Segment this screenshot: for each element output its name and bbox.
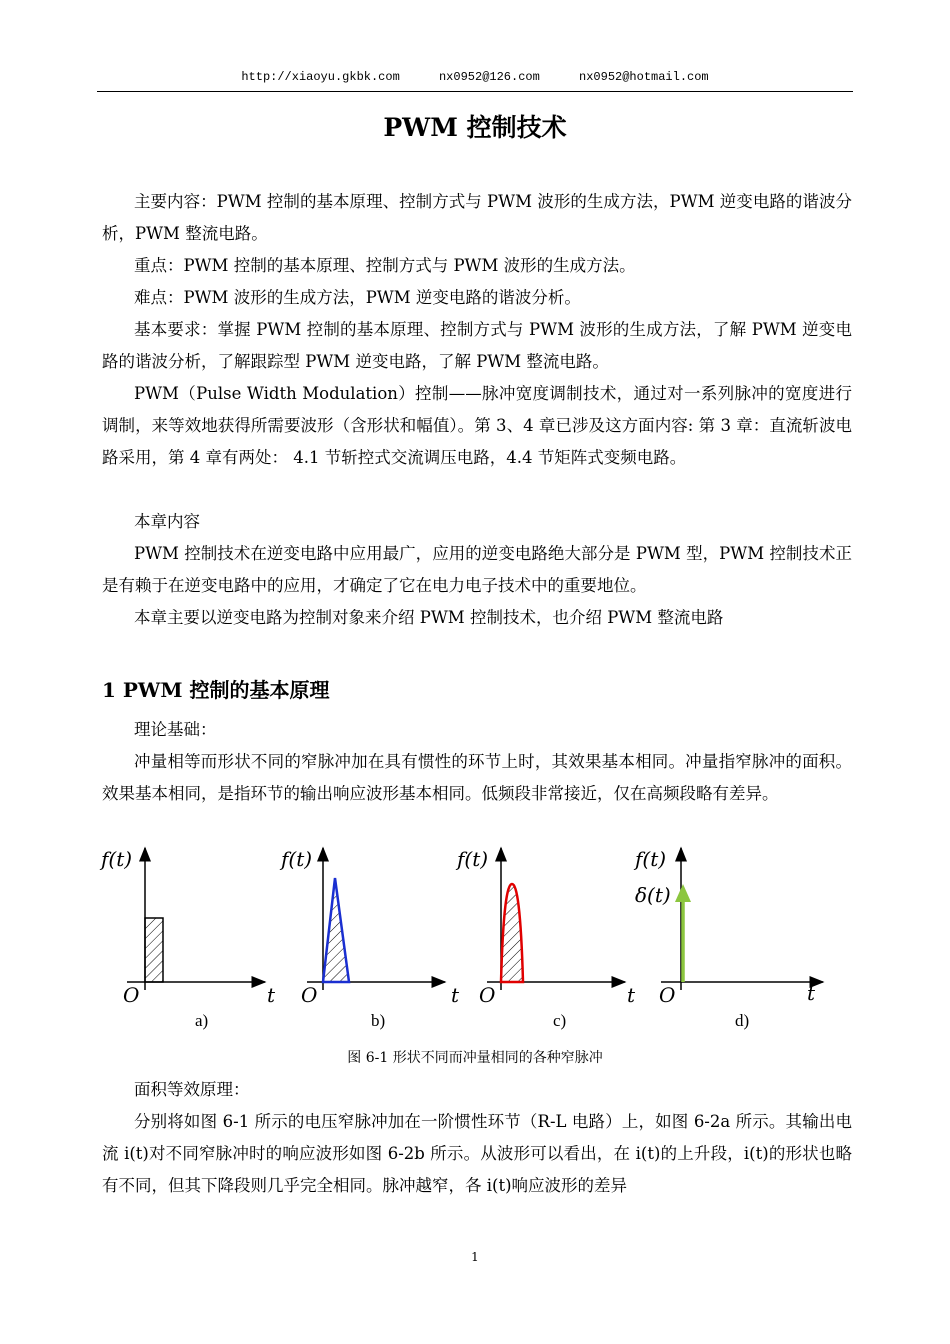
area-equivalence-label: 面积等效原理：: [134, 1080, 250, 1099]
panel-label-a: a): [195, 1011, 209, 1030]
header-rule: [97, 91, 853, 92]
section-1-theory-text: 冲量相等而形状不同的窄脉冲加在具有惯性的环节上时，其效果基本相同。冲量指窄脉冲的面积。效果基本相同，是指环节的输出响应波形基本相同。低频段非常接近，仅在高频段略有差异。: [102, 752, 852, 803]
origin-c: O: [479, 983, 496, 1007]
section-1-theory-label: 理论基础：: [134, 720, 217, 739]
section-1-heading: 1 PWM 控制的基本原理: [102, 678, 330, 702]
intro-pwm-definition: PWM（Pulse Width Modulation）控制——脉冲宽度调制技术，通过对一系列脉冲的宽度进行调制，来等效地获得所需要波形（含形状和幅值）。第 3、4 章已涉及这方面内容: 第 3 章：直流斩波电路采用，第 4 章有两处： 4.1 节斩控式交流调压电路，4.4 节矩阵式变频电路。: [102, 384, 852, 467]
intro-requirements: 基本要求：掌握 PWM 控制的基本原理、控制方式与 PWM 波形的生成方法，了解 PWM 逆变电路的谐波分析，了解跟踪型 PWM 逆变电路，了解 PWM 整流电路。: [102, 320, 852, 371]
panel-d: [633, 847, 823, 1030]
ylabel-a: f(t): [101, 847, 133, 871]
intro-chapter-focus: 本章主要以逆变电路为控制对象来介绍 PWM 控制技术，也介绍 PWM 整流电路: [134, 608, 724, 627]
origin-d: O: [659, 983, 676, 1007]
page-number: 1: [471, 1250, 479, 1264]
origin-a: O: [123, 983, 140, 1007]
figure-6-1: [95, 840, 855, 1036]
xlabel-c: t: [627, 983, 636, 1007]
page-header: [97, 70, 853, 84]
area-equivalence-text: 分别将如图 6-1 所示的电压窄脉冲加在一阶惯性环节（R-L 电路）上，如图 6-2a 所示。其输出电流 i(t)对不同窄脉冲时的响应波形如图 6-2b 所示。从波形可以看出，在 i(t)的上升段，i(t)的形状也略有不同，但其下降段则几乎完全相同。脉冲越窄，各 i(t)响应波形的差异: [102, 1112, 852, 1195]
origin-b: O: [301, 983, 318, 1007]
rectangular-pulse: [145, 918, 163, 982]
header-email-1: nx0952@126.com: [438, 70, 540, 84]
ylabel-d: f(t): [635, 847, 667, 871]
panel-label-d: d): [735, 1011, 750, 1030]
panel-label-b: b): [371, 1011, 386, 1030]
header-url: http://xiaoyu.gkbk.com: [241, 70, 400, 84]
delta-label: δ(t): [635, 883, 671, 907]
intro-main-content: 主要内容：PWM 控制的基本原理、控制方式与 PWM 波形的生成方法，PWM 逆变电路的谐波分析，PWM 整流电路。: [102, 192, 852, 243]
document-title: PWM 控制技术: [383, 113, 567, 142]
intro-key-points: 重点：PWM 控制的基本原理、控制方式与 PWM 波形的生成方法。: [134, 256, 636, 275]
ylabel-b: f(t): [281, 847, 313, 871]
intro-pwm-application: PWM 控制技术在逆变电路中应用最广，应用的逆变电路绝大部分是 PWM 型，PWM 控制技术正是有赖于在逆变电路中的应用，才确定了它在电力电子技术中的重要地位。: [102, 544, 852, 595]
xlabel-b: t: [451, 983, 460, 1007]
panel-a: [99, 847, 276, 1030]
triangular-pulse: [323, 878, 349, 982]
panel-b: [279, 847, 460, 1030]
header-email-2: nx0952@hotmail.com: [579, 70, 709, 84]
intro-chapter-content-label: 本章内容: [134, 512, 200, 531]
xlabel-d: t: [807, 981, 816, 1005]
figure-caption: 图 6-1 形状不同而冲量相同的各种窄脉冲: [347, 1050, 603, 1066]
delta-impulse-arrowhead: [675, 884, 691, 902]
panel-label-c: c): [553, 1011, 567, 1030]
sine-half-wave-pulse: [501, 884, 523, 982]
panel-c: [455, 847, 636, 1030]
ylabel-c: f(t): [457, 847, 489, 871]
intro-difficulties: 难点：PWM 波形的生成方法，PWM 逆变电路的谐波分析。: [134, 288, 581, 307]
xlabel-a: t: [267, 983, 276, 1007]
